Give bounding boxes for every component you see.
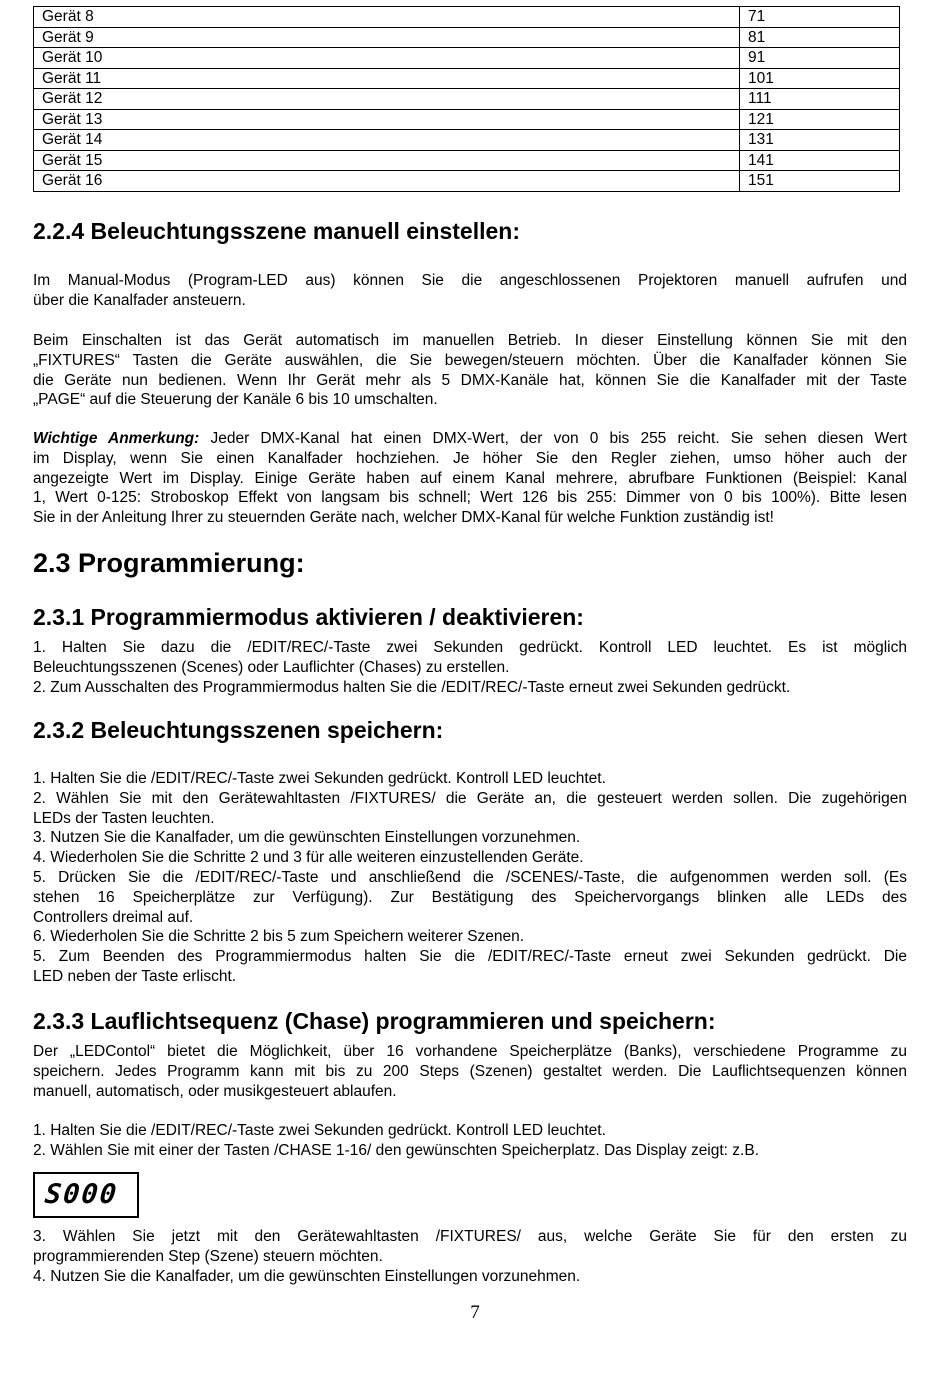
heading-2-3-2: 2.3.2 Beleuchtungsszenen speichern: <box>33 717 444 743</box>
list-item: 1. Halten Sie die /EDIT/REC/-Taste zwei Sekunden gedrückt. Kontroll LED leuchtet. <box>33 1122 606 1139</box>
text-line: angezeigte Wert im Display. Einige Geräte haben auf einem Kanal mehrere, abrufbare Funktionen (Beispiel: Kanal <box>33 469 907 487</box>
start-address-cell: 101 <box>740 68 900 89</box>
paragraph-program-mode <box>33 638 907 697</box>
display-value: S000 <box>43 1179 120 1210</box>
list-chase-steps-b <box>33 1227 907 1286</box>
paragraph-important-note <box>33 429 907 528</box>
note-text: Jeder DMX-Kanal hat einen DMX-Wert, der von 0 bis 255 reicht. Sie sehen diesen Wert <box>199 430 907 447</box>
device-name-cell: Gerät 14 <box>34 130 740 151</box>
device-name-cell: Gerät 11 <box>34 68 740 89</box>
list-item: LEDs der Tasten leuchten. <box>33 809 215 827</box>
list-item: 5. Zum Beenden des Programmiermodus halten Sie die /EDIT/REC/-Taste erneut zwei Sekunden gedrückt. Die <box>33 948 907 966</box>
list-item: 6. Wiederholen Sie die Schritte 2 bis 5 zum Speichern weiterer Szenen. <box>33 928 525 946</box>
device-name-cell: Gerät 10 <box>34 48 740 69</box>
text-line: Sie in der Anleitung Ihrer zu steuernden Geräte nach, welcher DMX-Kanal für welche Funktion zuständig ist! <box>33 509 774 527</box>
start-address-cell: 111 <box>740 89 900 110</box>
text-line: 2. Zum Ausschalten des Programmiermodus halten Sie die /EDIT/REC/-Taste erneut zwei Sekunden gedrückt. <box>33 678 791 696</box>
device-address-table <box>33 6 900 192</box>
text-line: „PAGE“ auf die Steuerung der Kanäle 6 bis 10 umschalten. <box>33 391 438 409</box>
start-address-cell: 81 <box>740 27 900 48</box>
list-item: 2. Wählen Sie mit einer der Tasten /CHASE 1-16/ den gewünschten Speicherplatz. Das Display zeigt: z.B. <box>33 1141 759 1159</box>
paragraph-chase-intro <box>33 1042 907 1101</box>
list-item: LED neben der Taste erlischt. <box>33 967 237 985</box>
table-row <box>34 48 900 69</box>
table-row <box>34 171 900 192</box>
table-row <box>34 130 900 151</box>
paragraph-startup <box>33 331 907 410</box>
start-address-cell: 151 <box>740 171 900 192</box>
start-address-cell: 131 <box>740 130 900 151</box>
list-item: 4. Nutzen Sie die Kanalfader, um die gewünschten Einstellungen vorzunehmen. <box>33 1267 581 1285</box>
device-name-cell: Gerät 13 <box>34 109 740 130</box>
table-row <box>34 68 900 89</box>
text-line: manuell, automatisch, oder musikgesteuert ablaufen. <box>33 1082 397 1100</box>
text-line: speichern. Jedes Programm kann mit bis zu 200 Steps (Szenen) gestaltet werden. Die Lauflichtsequenzen können <box>33 1062 907 1080</box>
text-line: im Display, wenn Sie einen Kanalfader hochziehen. Je höher Sie den Regler ziehen, umso höher auch der <box>33 449 907 467</box>
table-row <box>34 109 900 130</box>
device-name-cell: Gerät 12 <box>34 89 740 110</box>
list-save-scenes <box>33 769 907 987</box>
start-address-cell: 91 <box>740 48 900 69</box>
list-chase-steps-a <box>33 1121 907 1161</box>
table-row <box>34 27 900 48</box>
list-item: 3. Wählen Sie jetzt mit den Gerätewahltasten /FIXTURES/ aus, welche Geräte Sie für den ersten zu <box>33 1228 907 1245</box>
table-row <box>34 89 900 110</box>
heading-2-2-4: 2.2.4 Beleuchtungsszene manuell einstellen: <box>33 218 520 244</box>
text-line: über die Kanalfader ansteuern. <box>33 291 246 309</box>
device-name-cell: Gerät 15 <box>34 150 740 171</box>
text-line <box>33 429 907 449</box>
text-line: Der „LEDContol“ bietet die Möglichkeit, über 16 vorhandene Speicherplätze (Banks), verschiedene Programme zu <box>33 1043 907 1060</box>
page-number: 7 <box>470 1302 480 1323</box>
list-item: 1. Halten Sie die /EDIT/REC/-Taste zwei Sekunden gedrückt. Kontroll LED leuchtet. <box>33 770 606 787</box>
heading-2-3: 2.3 Programmierung: <box>33 548 305 578</box>
start-address-cell: 71 <box>740 7 900 28</box>
heading-2-3-3: 2.3.3 Lauflichtsequenz (Chase) programmieren und speichern: <box>33 1008 716 1034</box>
device-name-cell: Gerät 16 <box>34 171 740 192</box>
note-label: Wichtige Anmerkung: <box>33 430 200 447</box>
text-line: Beim Einschalten ist das Gerät automatisch im manuellen Betrieb. In dieser Einstellung können Sie mit den <box>33 332 907 349</box>
list-item: programmierenden Step (Szene) steuern möchten. <box>33 1247 383 1265</box>
text-line: „FIXTURES“ Tasten die Geräte auswählen, die Sie bewegen/steuern möchten. Über die Kanalfader können Sie <box>33 351 907 369</box>
display-readout <box>33 1172 139 1218</box>
device-name-cell: Gerät 8 <box>34 7 740 28</box>
text-line: 1, Wert 0-125: Stroboskop Effekt von langsam bis schnell; Wert 126 bis 255: Dimmer von 0 bis 100%). Bitte lesen <box>33 489 907 507</box>
list-item: 3. Nutzen Sie die Kanalfader, um die gewünschten Einstellungen vorzunehmen. <box>33 829 581 847</box>
start-address-cell: 141 <box>740 150 900 171</box>
list-item: 2. Wählen Sie mit den Gerätewahltasten /FIXTURES/ die Geräte an, die gesteuert werden sollen. Die zugehörigen <box>33 789 907 807</box>
text-line: Beleuchtungsszenen (Scenes) oder Lauflichter (Chases) zu erstellen. <box>33 658 510 676</box>
start-address-cell: 121 <box>740 109 900 130</box>
list-item: 5. Drücken Sie die /EDIT/REC/-Taste und anschließend die /SCENES/-Taste, die aufgenommen werden soll. (Es <box>33 868 907 886</box>
list-item: Controllers dreimal auf. <box>33 908 194 926</box>
table-row <box>34 7 900 28</box>
paragraph-manual-mode <box>33 271 907 311</box>
text-line: die Geräte nun bedienen. Wenn Ihr Gerät mehr als 5 DMX-Kanäle hat, können Sie die Kanalfader mit der Taste <box>33 371 907 389</box>
text-line: Im Manual-Modus (Program-LED aus) können Sie die angeschlossenen Projektoren manuell aufrufen und <box>33 272 907 289</box>
device-name-cell: Gerät 9 <box>34 27 740 48</box>
heading-2-3-1: 2.3.1 Programmiermodus aktivieren / deaktivieren: <box>33 604 584 630</box>
list-item: 4. Wiederholen Sie die Schritte 2 und 3 für alle weiteren einzustellenden Geräte. <box>33 849 584 867</box>
list-item: stehen 16 Speicherplätze zur Verfügung). Zur Bestätigung des Speichervorgangs blinken alle LEDs des <box>33 888 907 906</box>
table-row <box>34 150 900 171</box>
text-line: 1. Halten Sie dazu die /EDIT/REC/-Taste zwei Sekunden gedrückt. Kontroll LED leuchtet. Es ist möglich <box>33 639 907 656</box>
